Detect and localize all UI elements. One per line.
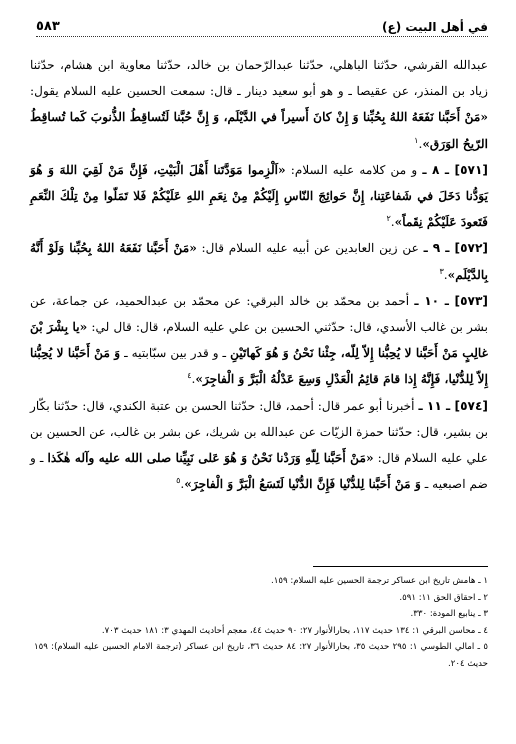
hadith-number: [٥٧٣] ـ ١٠ ـ	[414, 293, 488, 308]
hadith-571	[30, 157, 488, 236]
hadith-quote: «مَنْ أَحَبَّنا نَفَعَهُ اللهُ بِحُبِّنا وَلَوْ أَنَّهُ بِالدَّيْلَم»	[30, 241, 488, 282]
hadith-quote-continued: وَ مَنْ أَحَبَّنا لِلدُّنْيا فَإِنَّ الدُّنْيا لَتَسَعُ الْبَرَّ وَ الْفاجِرَ»	[184, 477, 421, 492]
footnote-5: ٥ ـ امالي الطوسي ١: ٢٩٥ حديث ٣٥، بحارالأنوار ٢٧: ٨٤ حديث ٣٦، تاريخ ابن عساكر (ترجمة الامام الحسين عليه السلام): ١٥٩ حديث ٢٠٤.	[34, 642, 489, 669]
hadith-quote: «اَلْزِموا مَوَدَّتَنا أَهْلَ الْبَيْتِ، فَإِنَّ مَنْ لَقِيَ اللهَ وَ هُوَ يَوَدُّنا دَخَلَ في شَفاعَتِنا، إِنَّ حَوائِجَ النّاسِ إِلَيْكُمْ مِنْ نِعَمِ اللهِ عَلَيْكُمْ فَلا تَمَلّوا مِنْ تِلْكَ النِّعَمِ فَتَعودَ عَلَيْكُمْ نِقَماً»	[30, 162, 488, 230]
narration-aside: ـ و ضم اصبعيه ـ	[30, 451, 488, 492]
sentence-end: .	[418, 136, 423, 151]
hadith-number: [٥٧٤] ـ ١١ ـ	[418, 398, 488, 413]
hadith-573	[30, 288, 488, 393]
narration-text: و من كلامه عليه السلام:	[285, 162, 423, 177]
hadith-quote-continued: وَ مَنْ أَحَبَّنا لا يُحِبُّنا إِلاّ لِلدُّنْيا، فَإِنَّهُ إِذا قامَ قائِمُ الْعَدْلِ وَسِعَ عَدْلُهُ الْبَرَّ وَ الْفاجِرَ»	[30, 346, 488, 387]
hadith-number: [٥٧٢] ـ ٩ ـ	[423, 241, 488, 256]
footnote-divider	[313, 566, 488, 567]
hadith-quote: «مَنْ أَحَبَّنا نَفَعَهُ اللهُ بِحُبِّنا وَ إِنْ كانَ أَسيراً في الدَّيْلَم، وَ إِنَّ حُبَّنا لَتُساقِطُ الذُّنوبَ كَما تُساقِطُ الرّيحُ الوَرَق»	[30, 110, 488, 151]
footnote-2: ٢ ـ احقاق الحق ١١: ٥٩١.	[399, 592, 488, 603]
running-title: في أهل البيت (ع)	[382, 20, 488, 34]
footnote-ref: ٢	[386, 214, 391, 224]
page-number: ٥٨٣	[36, 19, 60, 34]
narration-text: أحمد بن محمّد بن خالد البرقي: عن محمّد بن عبدالحميد، عن جماعة، عن بشر بن غالب الأسدي، قال: حدّثني الحسين بن علي عليه السلام، قال: قال لي:	[30, 293, 488, 335]
footnote-1: ١ ـ هامش تاريخ ابن عساكر ترجمة الحسين عليه السلام: ١٥٩.	[271, 576, 488, 586]
footnote-3: ٣ ـ ينابيع المودة: ٣٣٠.	[410, 609, 488, 619]
sentence-end: .	[191, 372, 196, 387]
sentence-end: .	[180, 477, 185, 492]
paragraph-intro	[30, 52, 488, 157]
main-text	[30, 52, 488, 497]
narration-text: أخبرنا أبو عمر قال: أحمد، قال: حدّثنا الحسن بن عتبة الكندي، قال: حدّثنا بكّار بن بشير، قال: حدّثنا حمزة الزيّات عن عبدالله بن شريك، عن بشر بن غالب، عن الحسين بن علي عليه السلام قال:	[30, 398, 488, 466]
sentence-end: .	[390, 215, 395, 230]
footnote-ref: ١	[414, 135, 419, 145]
footnotes	[34, 573, 488, 672]
page-header	[36, 14, 488, 37]
hadith-number: [٥٧١] ـ ٨ ـ	[422, 162, 488, 177]
hadith-quote: «يا بِشْرَ بْنَ غالِبٍ مَنْ أَحَبَّنا لا يُحِبُّنا إِلاّ لِلّه، جِئْنا نَحْنُ وَ هُوَ كَهاتَيْنِ	[30, 320, 488, 361]
hadith-574	[30, 393, 488, 498]
footnote-ref: ٥	[176, 476, 181, 486]
footnote-4: ٤ ـ محاسن البرقي ١: ١٣٤ حديث ١١٧، بحارالأنوار ٢٧: ٩٠ حديث ٤٤، معجم أحاديث المهدي ٣: ١٨١ حديث ٧٠٣.	[101, 625, 488, 636]
narration-text: عبدالله القرشي، حدّثنا الباهلي، حدّثنا عبدالرّحمان بن خالد، حدّثنا معاوية ابن هشام، حدّثنا زياد بن المنذر، عن عقيصا ـ و هو أبو سعيد دينار ـ قال: سمعت الحسين عليه السلام يقول:	[30, 58, 488, 99]
hadith-572	[30, 235, 488, 287]
sentence-end: .	[443, 267, 448, 282]
narration-text: عن زين العابدين عن أبيه عليه السلام قال:	[196, 241, 424, 256]
footnote-ref: ٤	[187, 371, 192, 381]
hadith-quote: «مَنْ أَحَبَّنا لِلّهِ وَرَدْنا نَحْنُ وَ هُوَ عَلى نَبِيِّنا صلى الله عليه وآله هٰكَذا	[47, 451, 374, 466]
footnote-ref: ٣	[439, 266, 444, 276]
narration-aside: ـ و قدر بين سبّابتيه ـ	[120, 346, 231, 361]
